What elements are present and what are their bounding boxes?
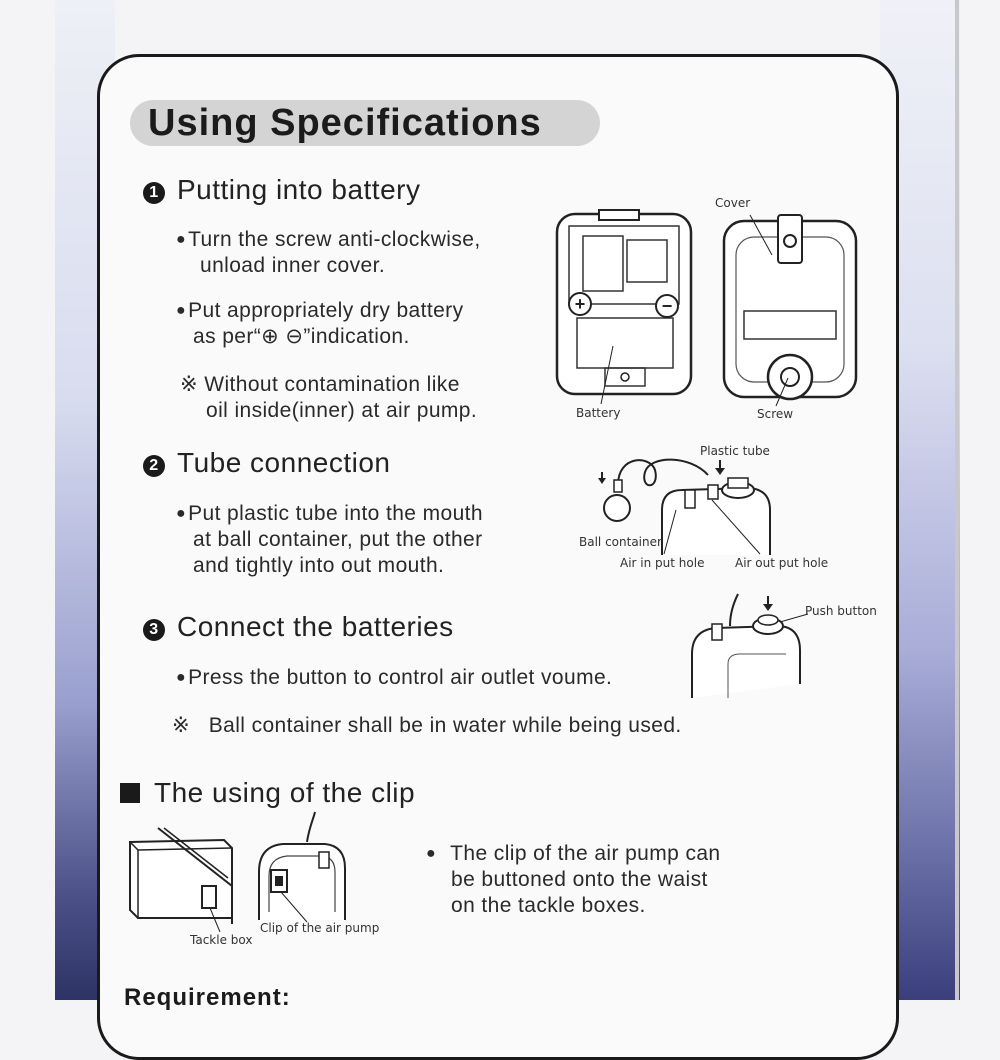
section3-heading: [143, 610, 454, 644]
screw-label: Screw: [757, 407, 794, 421]
note-mark: ※: [172, 714, 190, 737]
push-button-diagram: [690, 592, 810, 702]
plastic-tube-label: Plastic tube: [700, 444, 770, 458]
section1-bullet1: [176, 227, 481, 279]
push-button-label: Push button: [805, 604, 877, 618]
bullet-icon: ●: [176, 231, 187, 248]
section1-number: 1: [143, 182, 165, 204]
section3-note-text: Ball container shall be in water while being used.: [208, 714, 682, 737]
section1-note-line2: oil inside(inner) at air pump.: [206, 399, 478, 422]
section2-line2: at ball container, put the other: [193, 528, 483, 551]
section1-note-line1: Without contamination like: [204, 373, 460, 396]
ball-container-label: Ball container: [579, 535, 662, 549]
section1-bullet1-line1: Turn the screw anti-clockwise,: [188, 228, 481, 251]
page-title: Using Specifications: [148, 102, 542, 144]
section1-bullet2-line2: as per“⊕ ⊖”indication.: [193, 325, 410, 348]
clip-label: Clip of the air pump: [260, 921, 380, 935]
bullet-icon: ●: [176, 302, 187, 319]
square-bullet-icon: [120, 783, 140, 803]
section1-heading: [143, 173, 420, 207]
air-output-label: Air out put hole: [735, 556, 829, 570]
tackle-box-label: Tackle box: [190, 933, 253, 947]
section1-heading-text: Putting into battery: [177, 174, 421, 205]
clip-diagram: [255, 812, 355, 922]
section4-heading-text: The using of the clip: [154, 777, 416, 808]
section1-bullet1-line2: unload inner cover.: [200, 254, 386, 277]
section3-note: [172, 713, 682, 739]
bullet-icon: ●: [176, 669, 187, 686]
section2-line3: and tightly into out mouth.: [193, 554, 445, 577]
section2-line1: Put plastic tube into the mouth: [188, 502, 483, 525]
tackle-box-diagram: [128, 826, 248, 926]
box-edge: [955, 0, 959, 1000]
svg-text:+: +: [574, 294, 586, 314]
battery-label: Battery: [576, 406, 621, 420]
bullet-icon: ●: [176, 505, 187, 522]
bullet-icon: ●: [426, 845, 437, 862]
section2-heading: [143, 446, 391, 480]
note-mark: ※: [180, 373, 198, 396]
requirement-heading: Requirement:: [124, 984, 291, 1011]
air-input-label: Air in put hole: [620, 556, 705, 570]
section3-heading-text: Connect the batteries: [177, 611, 454, 642]
cover-leader-line: [740, 215, 800, 255]
section3-bullet: [176, 665, 612, 691]
section2-text: [176, 501, 483, 579]
cover-label: Cover: [715, 196, 751, 210]
section4-line2: be buttoned onto the waist: [451, 868, 708, 891]
section2-number: 2: [143, 455, 165, 477]
section4-line1: The clip of the air pump can: [450, 842, 721, 865]
section4-line3: on the tackle boxes.: [451, 894, 646, 917]
section4-heading: [120, 776, 415, 810]
section1-note: [180, 372, 477, 424]
section2-heading-text: Tube connection: [177, 447, 391, 478]
battery-compartment-diagram: [555, 208, 695, 398]
svg-text:−: −: [661, 296, 673, 316]
section3-bullet-text: Press the button to control air outlet voume.: [188, 666, 613, 689]
section1-bullet2: [176, 298, 463, 350]
section3-number: 3: [143, 619, 165, 641]
section4-text: [426, 841, 721, 919]
section1-bullet2-line1: Put appropriately dry battery: [188, 299, 464, 322]
